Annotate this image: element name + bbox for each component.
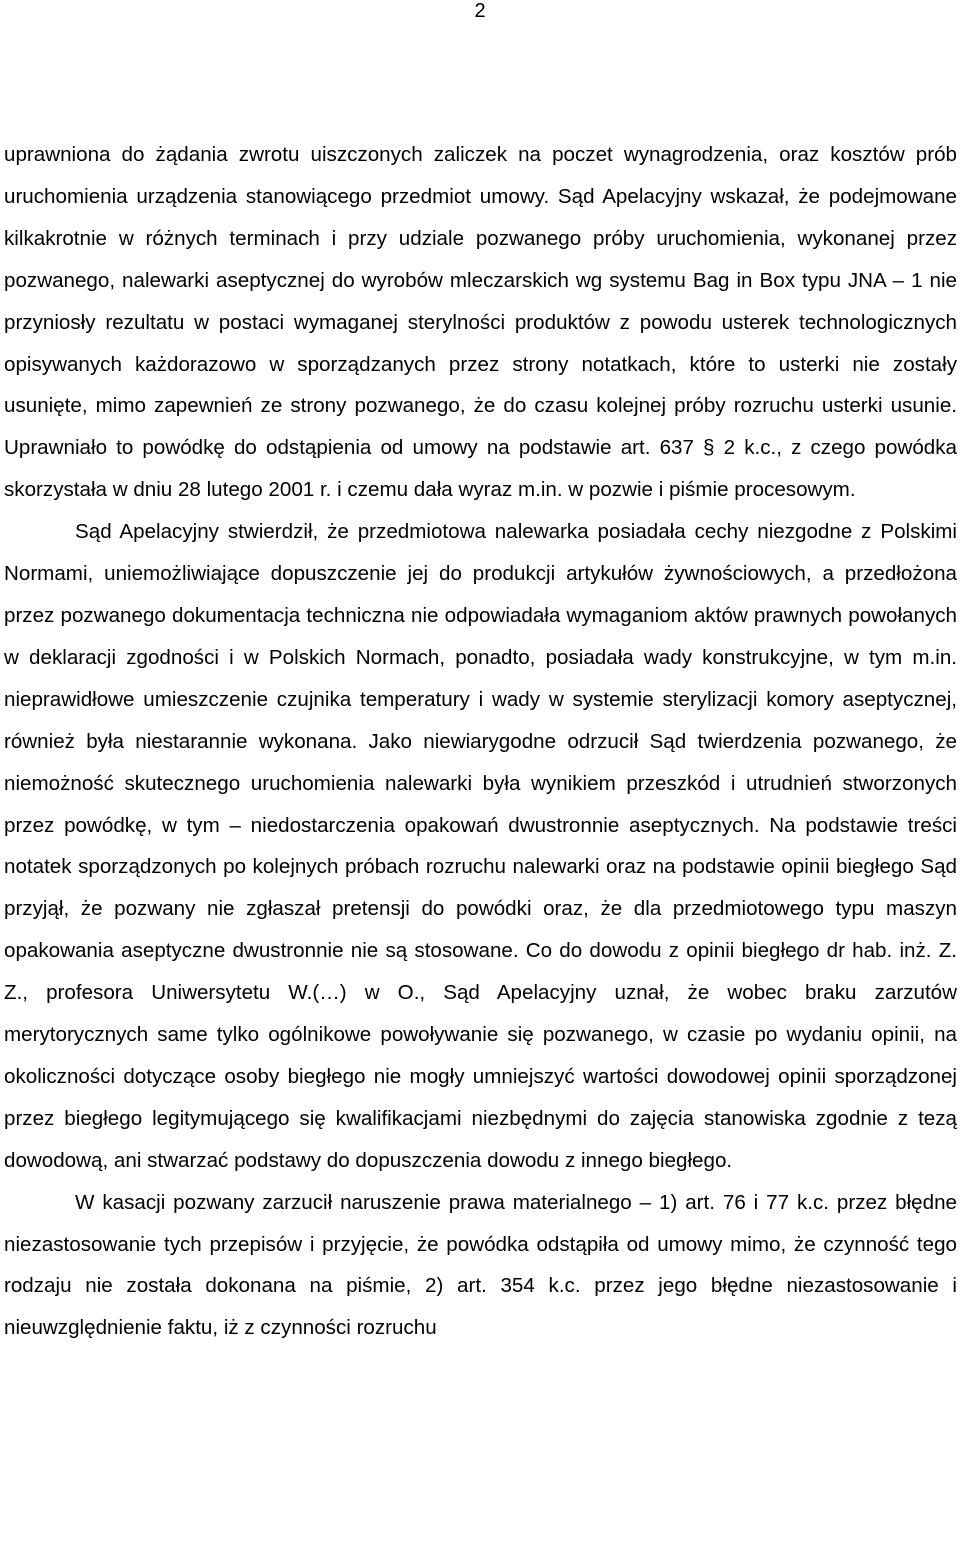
paragraph: Sąd Apelacyjny stwierdził, że przedmiotowa nalewarka posiadała cechy niezgodne z Polskimi Normami, uniemożliwiające dopuszczenie jej do produkcji artykułów żywnościowych, a przedłożona przez pozwanego dokumentacja techniczna nie odpowiadała wymaganiom aktów prawnych powołanych w deklaracji zgodności i w Polskich Normach, ponadto, posiadała wady konstrukcyjne, w tym m.in. nieprawidłowe umieszczenie czujnika temperatury i wady w systemie sterylizacji komory aseptycznej, również była niestarannie wykonana. Jako niewiarygodne odrzucił Sąd twierdzenia pozwanego, że niemożność skutecznego uruchomienia nalewarki była wynikiem przeszkód i utrudnień stworzonych przez powódkę, w tym – niedostarczenia opakowań dwustronnie aseptycznych. Na podstawie treści notatek sporządzonych po kolejnych próbach rozruchu nalewarki oraz na podstawie opinii biegłego Sąd przyjął, że pozwany nie zgłaszał pretensji do powódki oraz, że dla przedmiotowego typu maszyn opakowania aseptyczne dwustronnie nie są stosowane. Co do dowodu z opinii biegłego dr hab. inż. Z. Z., profesora Uniwersytetu W.(…) w O., Sąd Apelacyjny uznał, że wobec braku zarzutów merytorycznych same tylko ogólnikowe powoływanie się pozwanego, w czasie po wydaniu opinii, na okoliczności dotyczące osoby biegłego nie mogły umniejszyć wartości dowodowej opinii sporządzonej przez biegłego legitymującego się kwalifikacjami niezbędnymi do zajęcia stanowiska zgodnie z tezą dowodową, ani stwarzać podstawy do dopuszczenia dowodu z innego biegłego. (4, 520, 957, 1172)
document-body (4, 134, 957, 1349)
paragraph: uprawniona do żądania zwrotu uiszczonych zaliczek na poczet wynagrodzenia, oraz kosztów prób uruchomienia urządzenia stanowiącego przedmiot umowy. Sąd Apelacyjny wskazał, że podejmowane kilkakrotnie w różnych terminach i przy udziale pozwanego próby uruchomienia, wykonanej przez pozwanego, nalewarki aseptycznej do wyrobów mleczarskich wg systemu Bag in Box typu JNA – 1 nie przyniosły rezultatu w postaci wymaganej sterylności produktów z powodu usterek technologicznych opisywanych każdorazowo w sporządzanych przez strony notatkach, które to usterki nie zostały usunięte, mimo zapewnień ze strony pozwanego, że do czasu kolejnej próby rozruchu usterki usunie. Uprawniało to powódkę do odstąpienia od umowy na podstawie art. 637 § 2 k.c., z czego powódka skorzystała w dniu 28 lutego 2001 r. i czemu dała wyraz m.in. w pozwie i piśmie procesowym. (4, 143, 957, 502)
paragraph: W kasacji pozwany zarzucił naruszenie prawa materialnego – 1) art. 76 i 77 k.c. przez błędne niezastosowanie tych przepisów i przyjęcie, że powódka odstąpiła od umowy mimo, że czynność tego rodzaju nie została dokonana na piśmie, 2) art. 354 k.c. przez jego błędne niezastosowanie i nieuwzględnienie faktu, iż z czynności rozruchu (4, 1190, 957, 1340)
page-number: 2 (474, 0, 486, 22)
